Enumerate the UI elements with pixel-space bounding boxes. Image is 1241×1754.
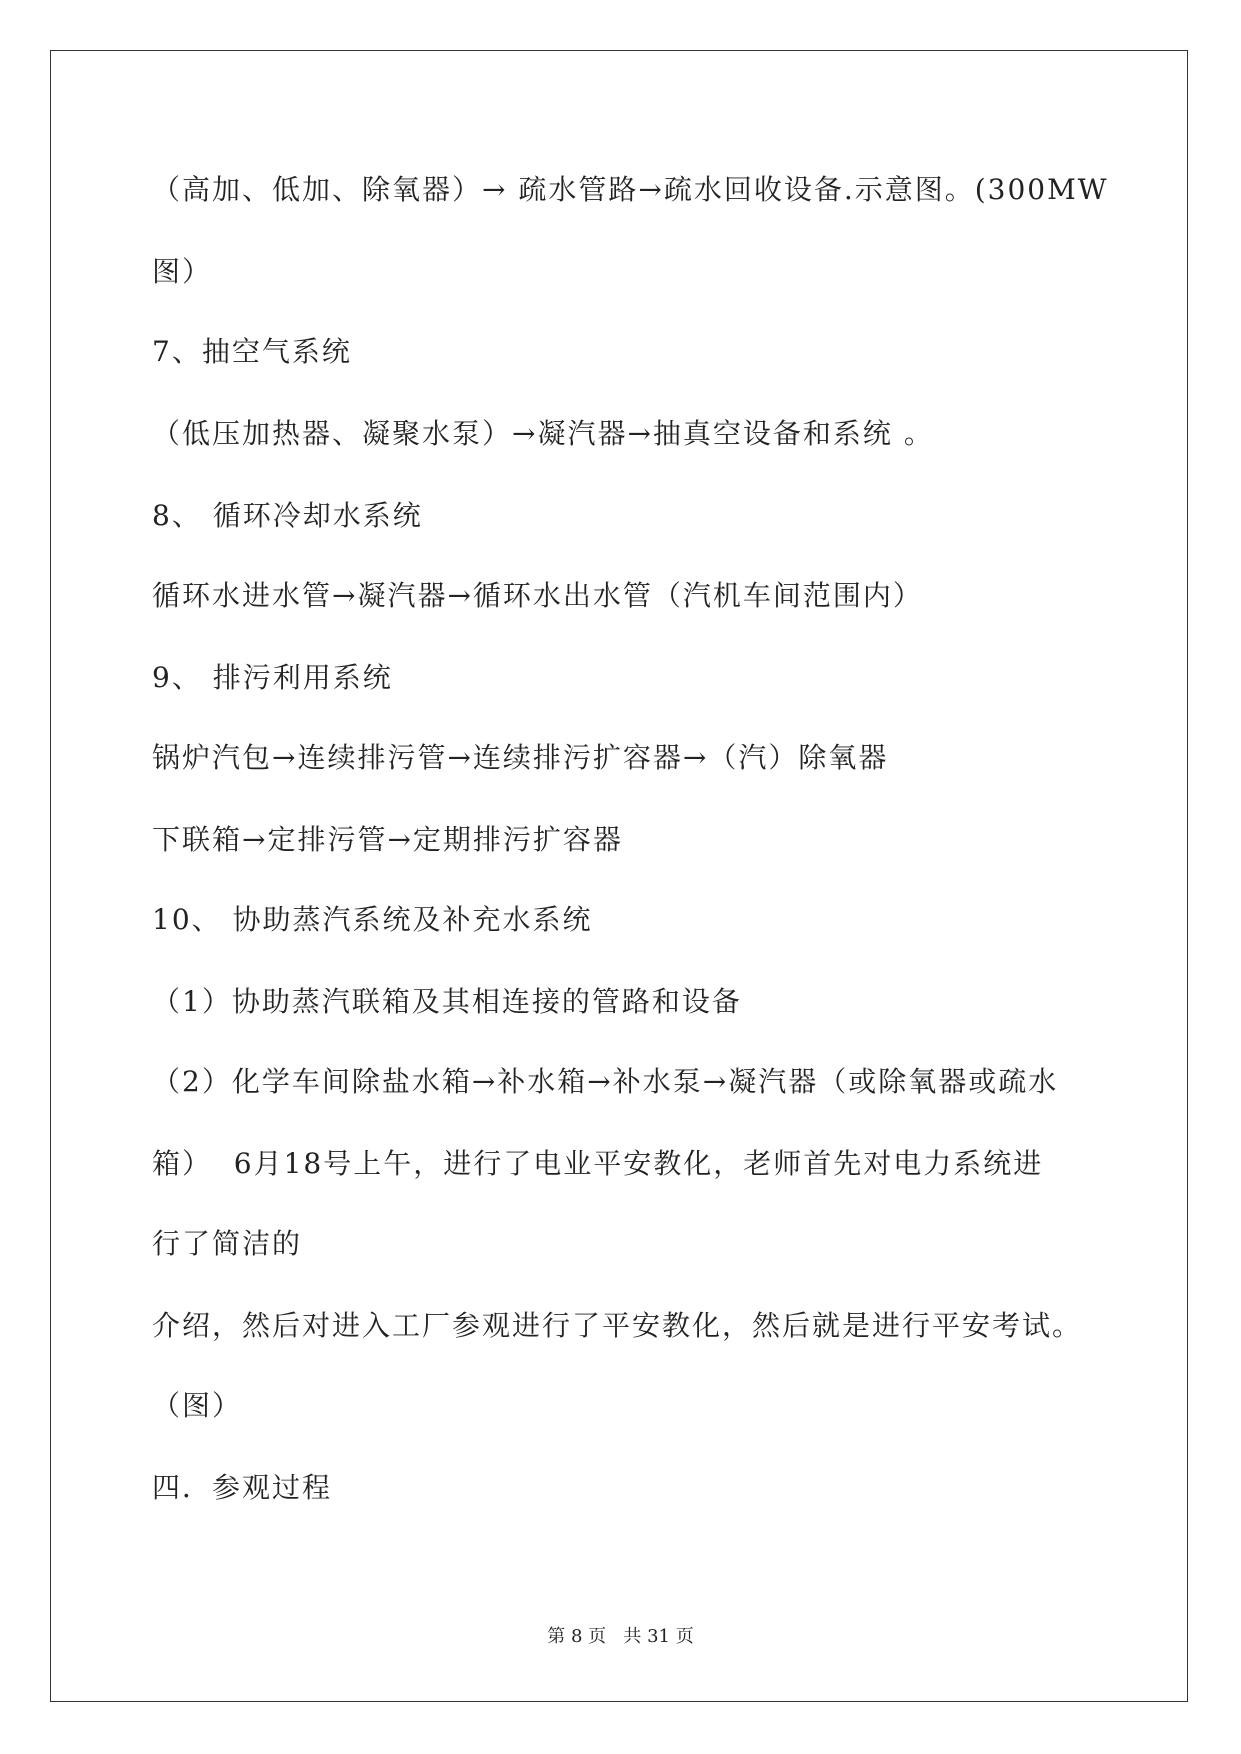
- text-line-6: 循环水进水管→凝汽器→循环水出水管（汽机车间范围内）: [152, 579, 923, 612]
- text-line-2: 图）: [152, 255, 213, 288]
- text-line-15: 介绍，然后对进入工厂参观进行了平安教化，然后就是进行平安考试。: [152, 1309, 1083, 1342]
- text-line-14: 行了简洁的: [152, 1227, 303, 1260]
- text-line-12: （2）化学车间除盐水箱→补水箱→补水泵→凝汽器（或除氧器或疏水: [152, 1065, 1059, 1098]
- section-heading-9: 9、 排污利用系统: [152, 661, 393, 694]
- text-line-8: 锅炉汽包→连续排污管→连续排污扩容器→（汽）除氧器: [152, 741, 889, 774]
- text-line-16: （图）: [152, 1389, 243, 1422]
- text-line-13: 箱） 6月18号上午，进行了电业平安教化，老师首先对电力系统进: [152, 1147, 1044, 1180]
- text-line-4: （低压加热器、凝聚水泵）→凝汽器→抽真空设备和系统 。: [152, 417, 934, 450]
- text-line-9: 下联箱→定排污管→定期排污扩容器: [152, 823, 623, 856]
- text-line-1: （高加、低加、除氧器）→ 疏水管路→疏水回收设备.示意图。(300MW: [152, 173, 1109, 206]
- text-line-11: （1）协助蒸汽联箱及其相连接的管路和设备: [152, 985, 742, 1018]
- page-border: [50, 50, 1188, 1702]
- section-heading-8: 8、 循环冷却水系统: [152, 499, 423, 532]
- section-heading-10: 10、 协助蒸汽系统及补充水系统: [152, 903, 593, 936]
- section-heading-7: 7、抽空气系统: [152, 335, 352, 368]
- page-number-footer: 第 8 页 共 31 页: [547, 1626, 694, 1647]
- section-heading-4: 四．参观过程: [152, 1471, 333, 1504]
